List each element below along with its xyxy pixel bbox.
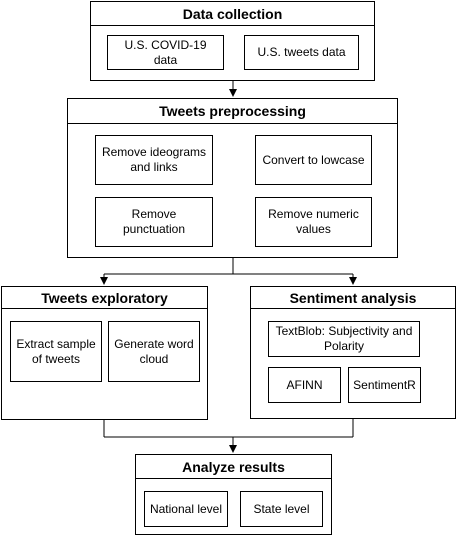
- tweets-exploratory-group: [1, 286, 208, 420]
- extract-sample-node: Extract sample of tweets: [10, 321, 102, 382]
- tweets-data-node: U.S. tweets data: [244, 35, 359, 70]
- tweets-preprocessing-group: [67, 98, 398, 258]
- data-collection-group: [90, 1, 375, 81]
- analyze-results-title: Analyze results: [136, 455, 331, 479]
- remove-numeric-node: Remove numeric values: [255, 197, 372, 247]
- sentiment-analysis-group: [250, 286, 456, 419]
- word-cloud-node: Generate word cloud: [108, 321, 200, 382]
- afinn-node: AFINN: [268, 367, 341, 403]
- state-level-node: State level: [240, 491, 323, 527]
- sentimentr-node: SentimentR: [348, 367, 421, 403]
- tweets-preprocessing-title: Tweets preprocessing: [68, 99, 397, 124]
- covid-data-node: U.S. COVID-19 data: [107, 35, 224, 70]
- analyze-results-group: [135, 454, 332, 535]
- data-collection-title: Data collection: [91, 2, 374, 26]
- textblob-node: TextBlob: Subjectivity and Polarity: [268, 321, 420, 357]
- tweets-exploratory-title: Tweets exploratory: [2, 287, 207, 309]
- remove-punctuation-node: Remove punctuation: [95, 197, 213, 247]
- sentiment-analysis-title: Sentiment analysis: [251, 287, 455, 309]
- national-level-node: National level: [144, 491, 228, 527]
- convert-lowcase-node: Convert to lowcase: [255, 135, 372, 185]
- remove-ideograms-node: Remove ideograms and links: [95, 135, 213, 185]
